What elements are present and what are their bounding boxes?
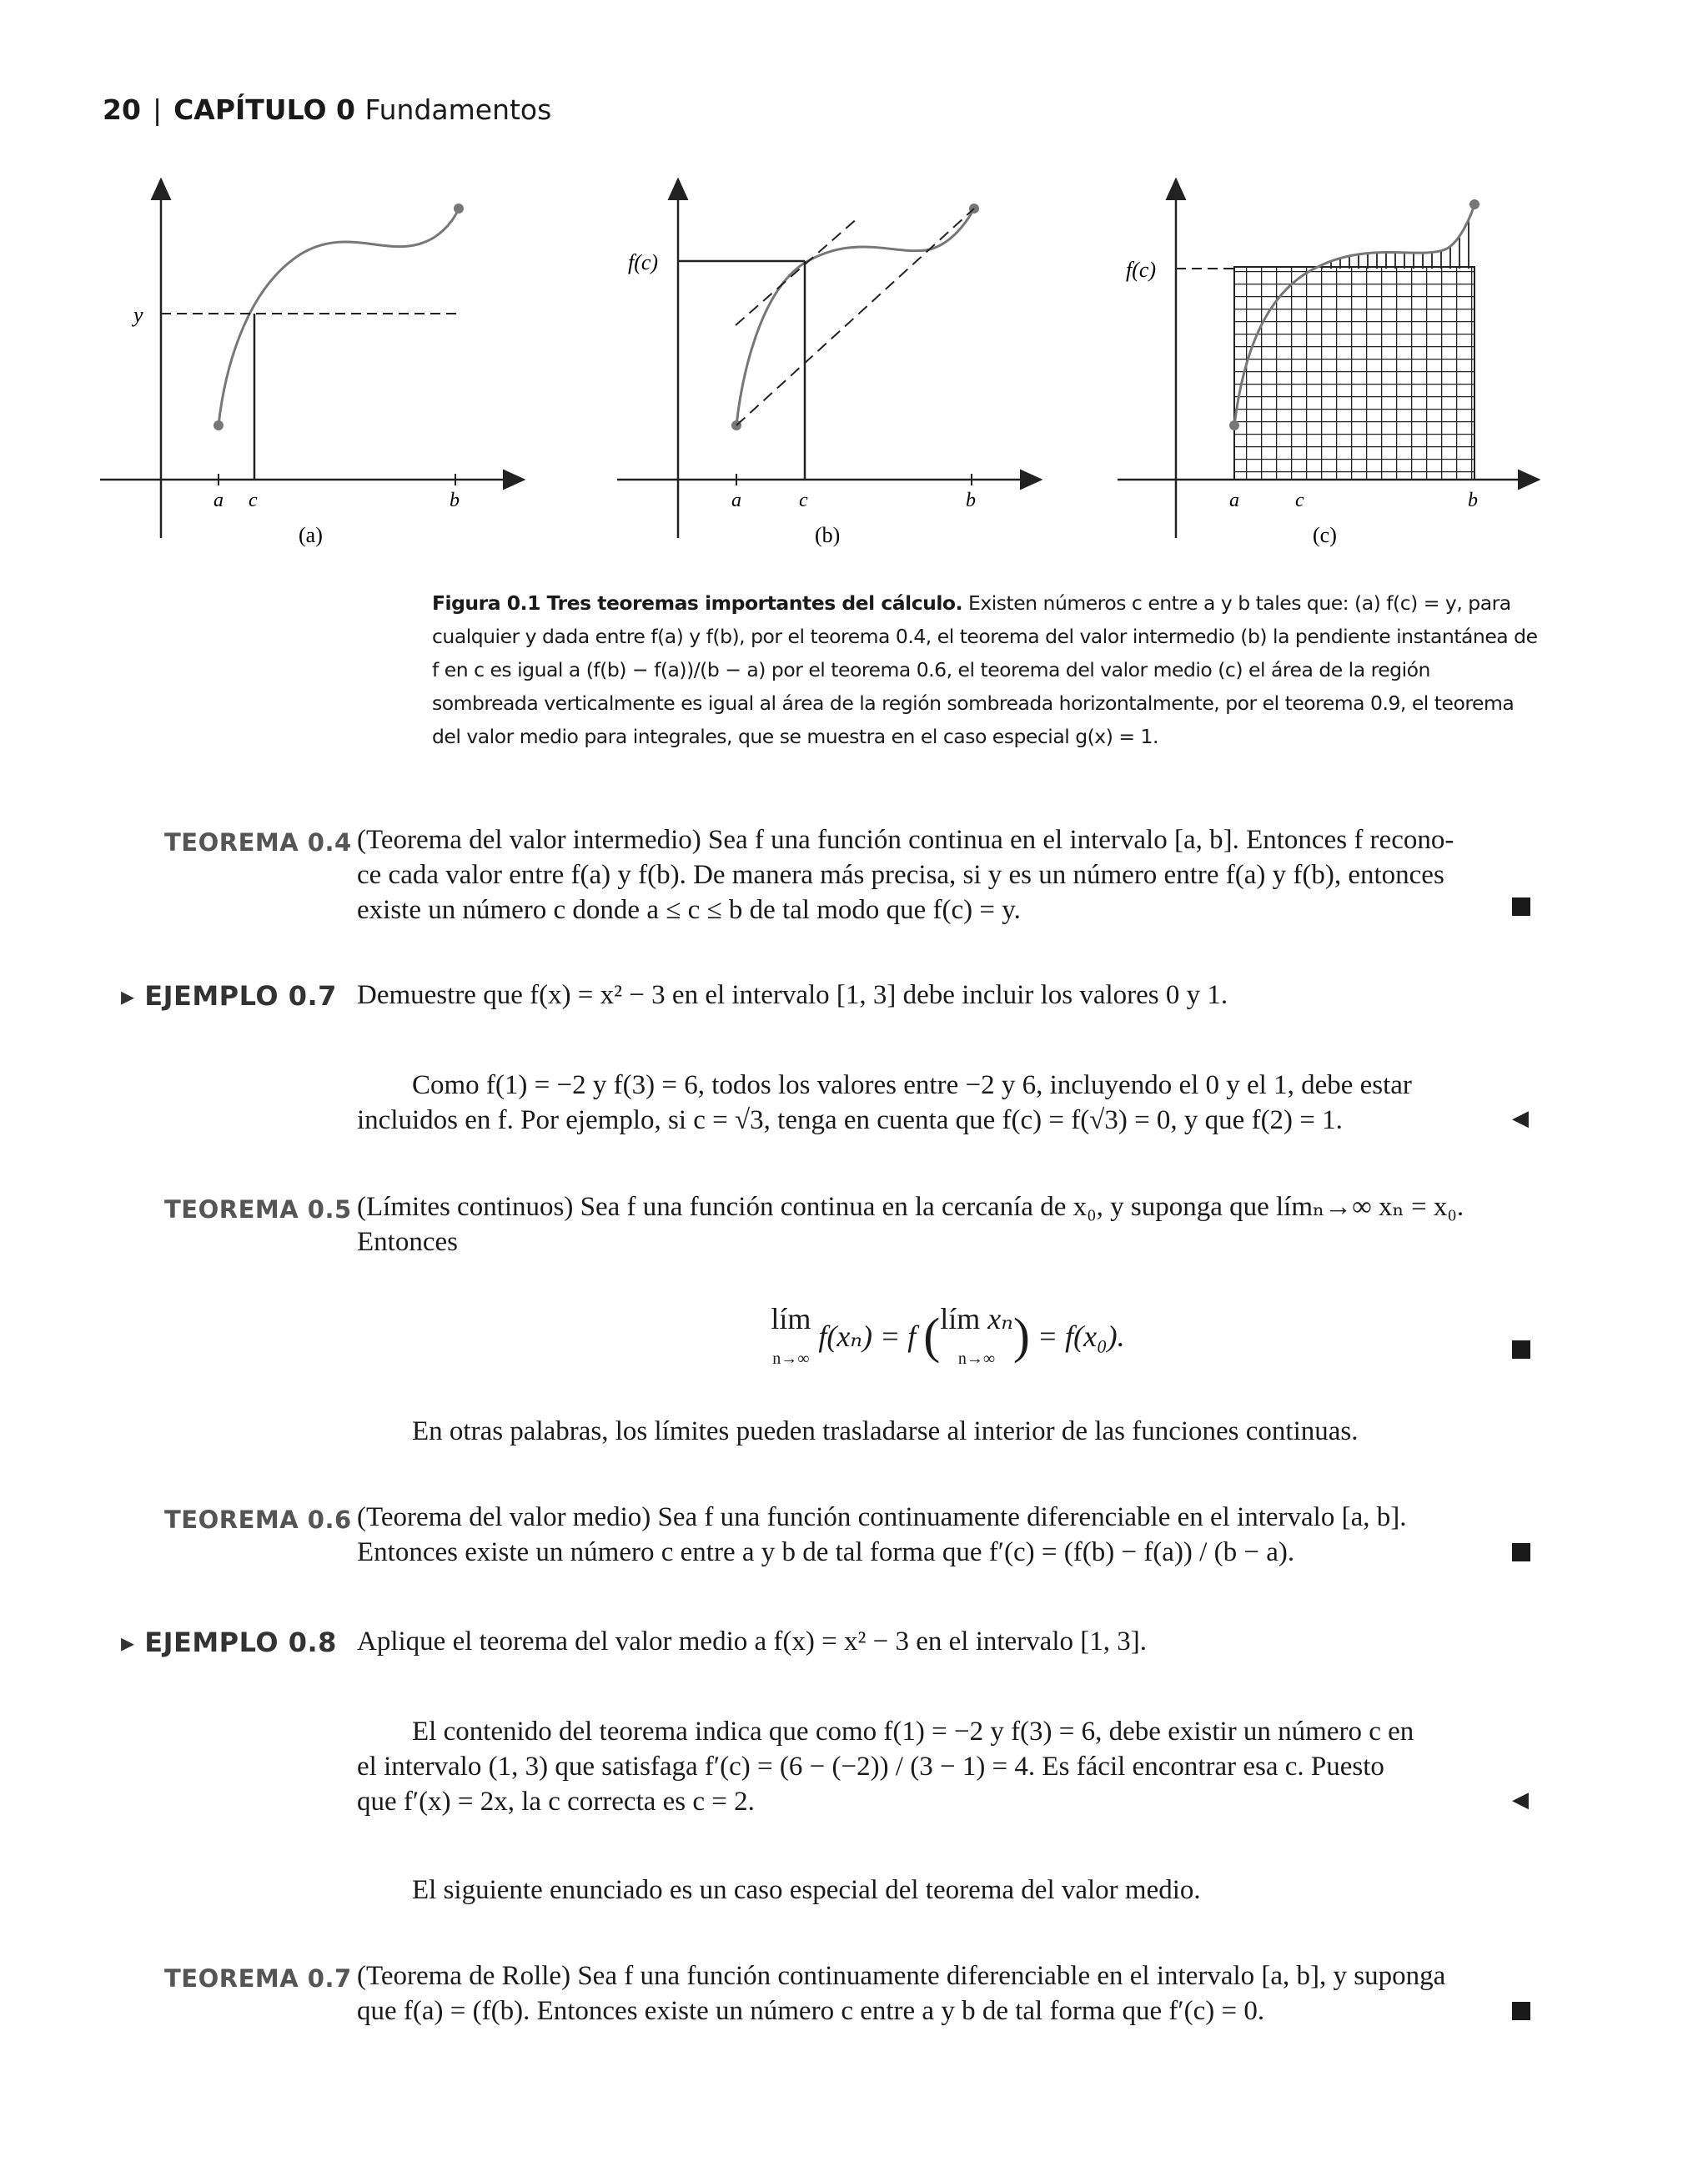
- ejemplo-0-8-line-1: El contenido del teorema indica que como f(1) = −2 y f(3) = 6, debe existir un número c en: [412, 1717, 1414, 1747]
- panel-a-endpoint-a: [214, 420, 224, 430]
- qed-square: [1512, 1340, 1530, 1359]
- teorema-0-6-label: TEOREMA 0.6: [164, 1506, 352, 1534]
- lim-symbol-2: lím: [940, 1302, 981, 1335]
- panel-c-vertical-hatch: [1239, 192, 1469, 269]
- panel-b-label: (b): [815, 523, 841, 547]
- panel-b-tick-c: c: [799, 490, 808, 511]
- teorema-0-5-line-1: (Límites continuos) Sea f una función continua en la cercanía de x₀, y suponga que límₙ→∞ xₙ = x₀.: [357, 1192, 1464, 1222]
- teorema-0-7-text: [357, 1958, 1539, 2029]
- ejemplo-0-7-line-1: Como f(1) = −2 y f(3) = 6, todos los valores entre −2 y 6, incluyendo el 0 y el 1, debe estar: [412, 1070, 1412, 1100]
- panel-c-endpoint-b: [1469, 199, 1479, 209]
- panel-c-endpoint-a: [1229, 420, 1239, 430]
- ejemplo-0-7-line-2: incluidos en f. Por ejemplo, si c = √3, tenga en cuenta que f(c) = f(√3) = 0, y que f(2) = 1.: [357, 1105, 1343, 1135]
- panel-b-tangent-line: [736, 217, 859, 325]
- end-of-example-mark: ◀: [1512, 1787, 1529, 1812]
- figure-caption: [432, 586, 1541, 753]
- lim-subscript-1: n→∞: [772, 1350, 810, 1368]
- qed-square: [1512, 1543, 1530, 1561]
- teorema-0-4-line-2: ce cada valor entre f(a) y f(b). De manera más precisa, si y es un número entre f(a) y f(b), entonces: [357, 860, 1444, 890]
- teorema-0-7-line-2: que f(a) = (f(b). Entonces existe un número c entre a y b de tal forma que f′(c) = 0.: [357, 1996, 1265, 2026]
- ejemplo-0-8-after: El siguiente enunciado es un caso especial del teorema del valor medio.: [412, 1875, 1201, 1905]
- teorema-0-7-line-1: (Teorema de Rolle) Sea f una función continuamente diferenciable en el intervalo [a, b], y suponga: [357, 1961, 1446, 1991]
- ejemplo-0-7-label: ▸ EJEMPLO 0.7: [121, 980, 337, 1012]
- panel-b-tick-b: b: [966, 490, 976, 511]
- panel-b-tick-a: a: [731, 490, 741, 511]
- teorema-0-6-line-1: (Teorema del valor medio) Sea f una función continuamente diferenciable en el intervalo [a, b].: [357, 1502, 1407, 1532]
- panel-c: [1118, 179, 1539, 547]
- qed-square: [1512, 2002, 1530, 2020]
- end-of-example-mark: ◀: [1512, 1106, 1529, 1131]
- ejemplo-0-8-solution: [357, 1714, 1539, 1819]
- teorema-0-5-after: En otras palabras, los límites pueden trasladarse al interior de las funciones continuas.: [412, 1416, 1359, 1446]
- teorema-0-4-line-1: (Teorema del valor intermedio) Sea f una función continua en el intervalo [a, b]. Entonces f recono-: [357, 825, 1454, 855]
- ejemplo-0-8-line-2: el intervalo (1, 3) que satisfaga f′(c) = (6 − (−2)) / (3 − 1) = 4. Es fácil encontrar esa c. Puesto: [357, 1752, 1384, 1782]
- panel-a-tick-b: b: [450, 490, 460, 511]
- panel-a-tick-a: a: [214, 490, 224, 511]
- ejemplo-0-7-solution: [357, 1068, 1539, 1138]
- teorema-0-5-text: [357, 1189, 1539, 1259]
- teorema-0-6-line-2: Entonces existe un número c entre a y b de tal forma que f′(c) = (f(b) − f(a)) / (b − a).: [357, 1537, 1295, 1567]
- panel-c-label: (c): [1313, 523, 1337, 547]
- chapter-label: CAPÍTULO 0: [173, 93, 355, 126]
- display-rhs: = f(x₀).: [1037, 1320, 1125, 1353]
- panel-c-rectangle-region: [1234, 267, 1474, 480]
- ejemplo-0-8-label: ▸ EJEMPLO 0.8: [121, 1626, 337, 1658]
- ejemplo-0-8-statement: Aplique el teorema del valor medio a f(x) = x² − 3 en el intervalo [1, 3].: [357, 1626, 1147, 1657]
- panel-b: [617, 179, 1041, 547]
- page-header: 20 | CAPÍTULO 0 Fundamentos: [103, 93, 552, 126]
- panel-b-secant-line: [736, 209, 974, 425]
- teorema-0-4-label: TEOREMA 0.4: [164, 828, 352, 857]
- panel-c-tick-b: b: [1468, 490, 1478, 511]
- panel-b-fc-label: f(c): [628, 250, 659, 274]
- teorema-0-5-display-equation: lím n→∞ f(xₙ) = f (lím xₙ n→∞ ) = f(x₀).: [771, 1302, 1125, 1368]
- teorema-0-4-line-3: existe un número c donde a ≤ c ≤ b de tal modo que f(c) = y.: [357, 895, 1021, 925]
- display-inner: xₙ: [987, 1302, 1013, 1335]
- page-number: 20: [103, 93, 141, 126]
- ejemplo-0-7-statement: Demuestre que f(x) = x² − 3 en el intervalo [1, 3] debe incluir los valores 0 y 1.: [357, 980, 1228, 1010]
- panel-a: [100, 179, 524, 547]
- panel-a-y-label: y: [133, 303, 143, 327]
- panel-a-endpoint-b: [454, 204, 464, 214]
- lim-subscript-2: n→∞: [957, 1350, 996, 1368]
- panel-a-tick-c: c: [249, 490, 258, 511]
- caption-bold: Figura 0.1 Tres teoremas importantes del cálculo.: [432, 591, 962, 615]
- caption-text: Existen números c entre a y b tales que: (a) f(c) = y, para cualquier y dada entre f(a) y f(b), por el teorema 0.4, el teorema del valor intermedio (b) la pendiente instantánea de f en c es igual a (f(b) − f(a))/(b − a) por el teorema 0.6, el teorema del valor medio (c) el área de la región sombreada verticalmente es igual al área de la región sombreada horizontalmente, por el teorema 0.9, el teorema del valor medio para integrales, que se muestra en el caso especial g(x) = 1.: [432, 591, 1538, 748]
- figure-0-1: [0, 158, 1708, 567]
- panel-c-tick-c: c: [1295, 490, 1304, 511]
- teorema-0-5-label: TEOREMA 0.5: [164, 1195, 352, 1224]
- panel-c-fc-label: f(c): [1126, 258, 1157, 282]
- ejemplo-0-8-line-3: que f′(x) = 2x, la c correcta es c = 2.: [357, 1787, 755, 1817]
- lim-symbol-1: lím: [771, 1302, 811, 1335]
- panel-a-label: (a): [299, 523, 323, 547]
- teorema-0-5-line-2: Entonces: [357, 1227, 458, 1257]
- teorema-0-7-label: TEOREMA 0.7: [164, 1964, 352, 1993]
- section-title: Fundamentos: [364, 93, 552, 126]
- teorema-0-4-text: [357, 822, 1539, 928]
- panel-c-tick-a: a: [1229, 490, 1239, 511]
- teorema-0-6-text: [357, 1500, 1539, 1570]
- display-middle: f(xₙ) = f: [818, 1320, 917, 1353]
- qed-square: [1512, 897, 1530, 916]
